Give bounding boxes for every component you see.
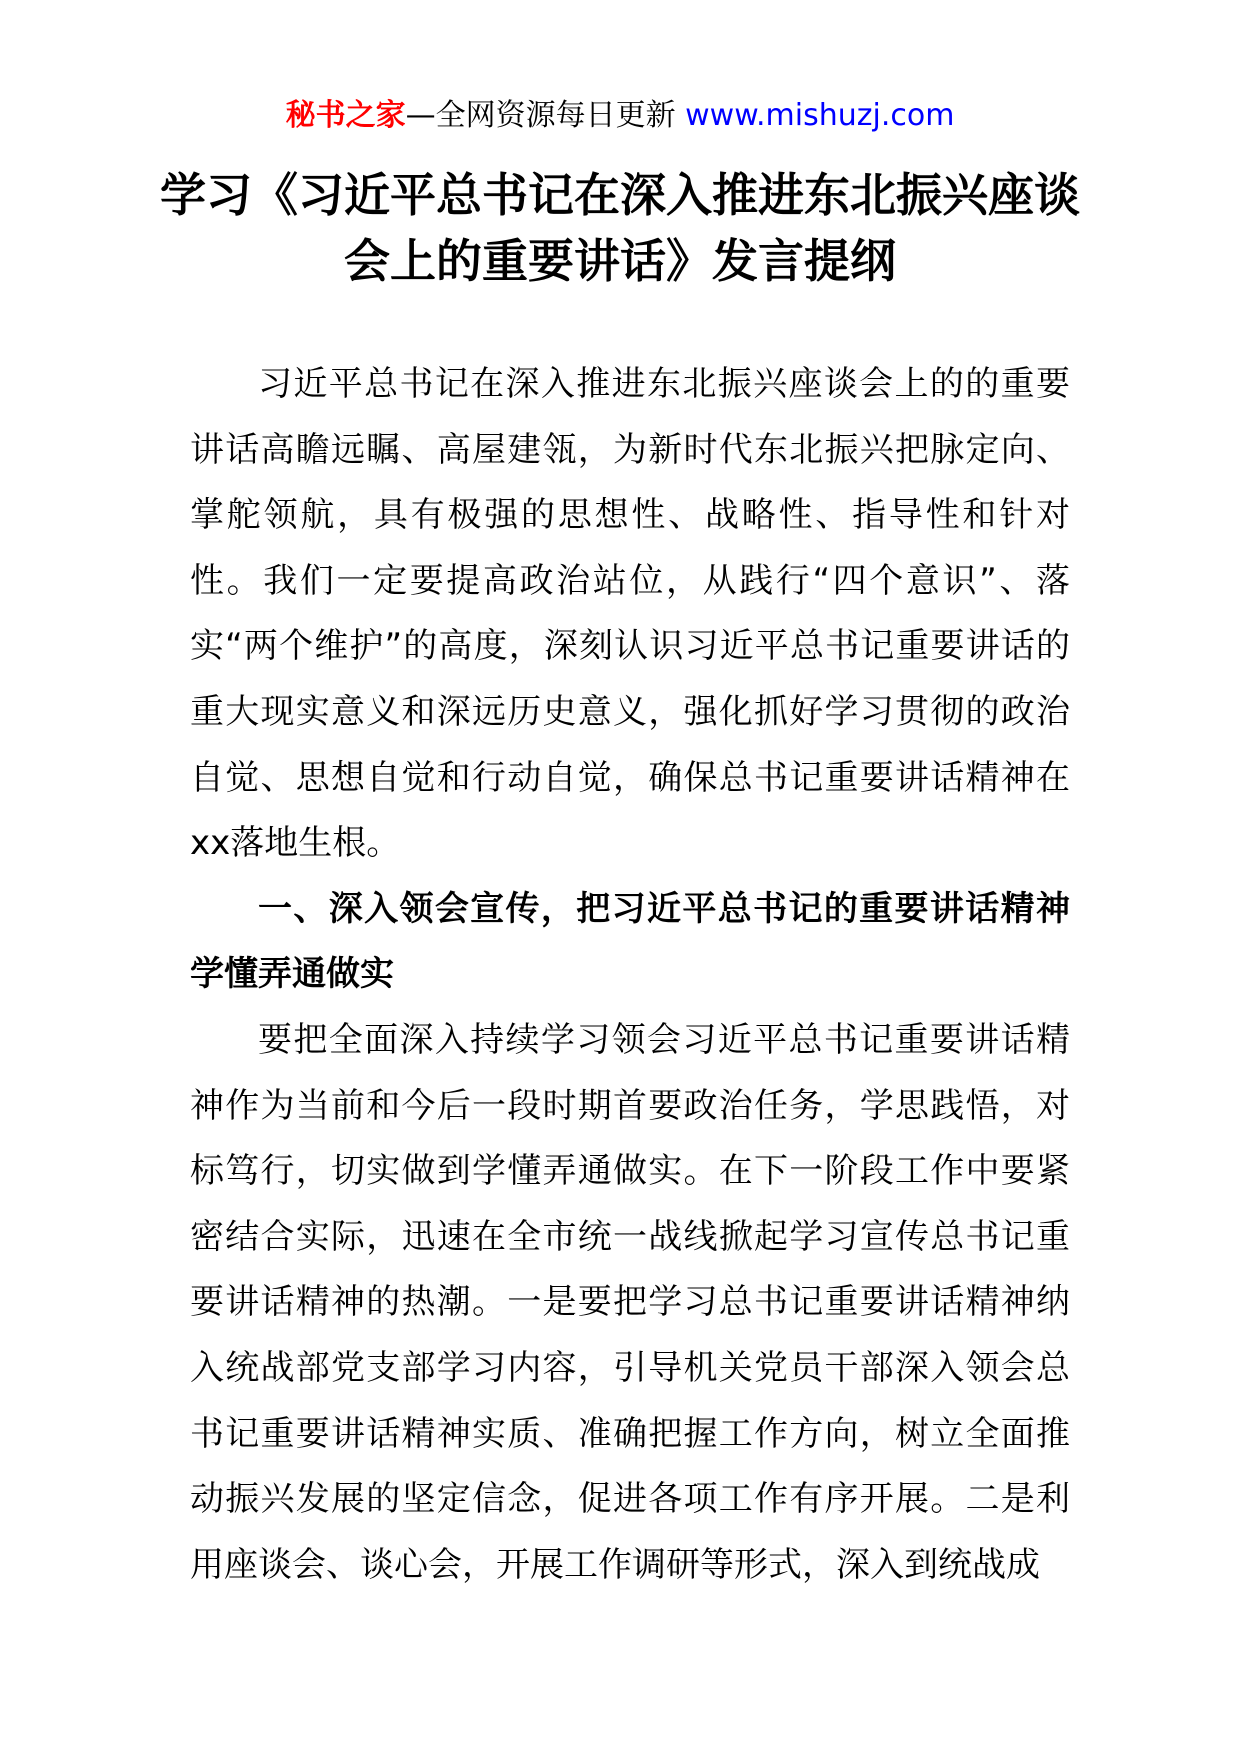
section-paragraph: 要把全面深入持续学习领会习近平总书记重要讲话精神作为当前和今后一段时期首要政治任务，学思践悟，对标笃行，切实做到学懂弄通做实。在下一阶段工作中要紧密结合实际，迅速在全市统一战线掀起学习宣传总书记重要讲话精神的热潮。一是要把学习总书记重要讲话精神纳入统战部党支部学习内容，引导机关党员干部深入领会总书记重要讲话精神实质、准确把握工作方向，树立全面推动振兴发展的坚定信念，促进各项工作有序开展。二是利用座谈会、谈心会，开展工作调研等形式，深入到统战成 [190, 1019, 1070, 1585]
intro-paragraph: 习近平总书记在深入推进东北振兴座谈会上的的重要讲话高瞻远瞩、高屋建瓴，为新时代东北振兴把脉定向、掌舵领航，具有极强的思想性、战略性、指导性和针对性。我们一定要提高政治站位，从践行“四个意识”、落实“两个维护”的高度，深刻认识习近平总书记重要讲话的重大现实意义和深远历史意义，强化抓好学习贯彻的政治自觉、思想自觉和行动自觉，确保总书记重要讲话精神在xx落地生根。 [190, 364, 1070, 864]
section-heading: 一、深入领会宣传，把习近平总书记的重要讲话精神学懂弄通做实 [190, 888, 1070, 995]
document-title: 学习《习近平总书记在深入推进东北振兴座谈会上的重要讲话》发言提纲 [160, 168, 1080, 288]
site-brand: 秘书之家 [285, 98, 406, 133]
site-tagline: —全网资源每日更新 [405, 98, 686, 133]
document-body [190, 352, 1070, 1598]
site-header [0, 96, 1240, 136]
site-url-link[interactable]: www.mishuzj.com [685, 98, 955, 133]
